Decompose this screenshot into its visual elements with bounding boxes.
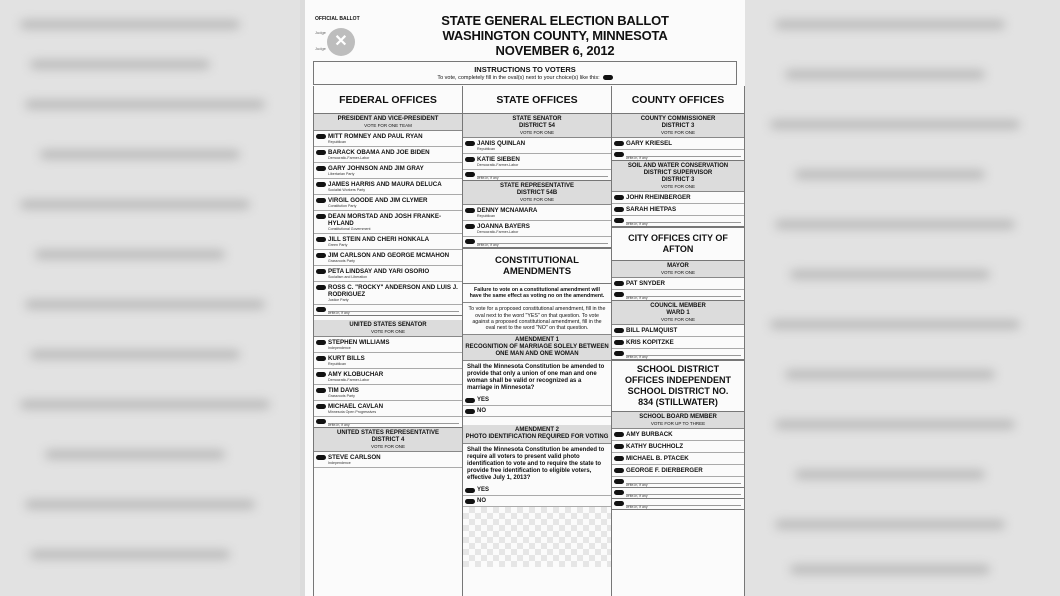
candidate-row[interactable] (612, 441, 744, 453)
candidate-list (612, 325, 744, 349)
judge-initials-label: Judge (315, 46, 326, 51)
candidate-party: Democratic-Farmer-Labor (477, 163, 519, 167)
ballot-title-line: NOVEMBER 6, 2012 (495, 43, 615, 58)
candidate-list (463, 138, 611, 170)
candidate-party: Independence (328, 346, 351, 350)
blurred-background-left (0, 0, 300, 596)
candidate-row[interactable] (314, 234, 462, 250)
candidate-list (314, 131, 462, 305)
candidate-party: Grassroots Party (328, 394, 355, 398)
candidate-party: Grassroots Party (328, 259, 355, 263)
candidate-row[interactable] (314, 266, 462, 282)
candidate-name: SARAH HIETPAS (626, 206, 677, 213)
candidate-name: BARACK OBAMA AND JOE BIDEN (328, 149, 430, 156)
filled-oval-icon[interactable] (316, 388, 326, 393)
filled-oval-icon[interactable] (614, 479, 624, 484)
filled-oval-icon[interactable] (614, 141, 624, 146)
candidate-row[interactable] (463, 154, 611, 170)
candidate-list (612, 278, 744, 290)
candidate-row[interactable] (463, 138, 611, 154)
candidate-party: Socialist Workers Party (328, 188, 366, 192)
candidate-party: Socialism and Liberation (328, 275, 368, 279)
how-to-vote-note: To vote for a proposed constitutional amendment, fill in the oval next to the word "YES" on that question. To vote against a proposed constitutional amendment, fill in the oval next to the word "NO" on that question. (463, 303, 611, 335)
candidate-party: Libertarian Party (328, 172, 355, 176)
filled-oval-icon[interactable] (316, 285, 326, 290)
candidate-name: MICHAEL CAVLAN (328, 403, 384, 410)
column-heading: STATE OFFICES (463, 86, 611, 114)
candidate-row[interactable] (314, 131, 462, 147)
candidate-row[interactable] (314, 195, 462, 211)
office-header: SOIL AND WATER CONSERVATION DISTRICT SUPERVISOR DISTRICT 3 VOTE FOR ONE (612, 161, 744, 192)
office-header: STATE SENATOR DISTRICT 54 VOTE FOR ONE (463, 114, 611, 138)
candidate-name: GEORGE F. DIERBERGER (626, 467, 703, 474)
filled-oval-icon[interactable] (465, 499, 475, 504)
write-in-row[interactable]: write-in, if any (612, 349, 744, 360)
filled-oval-icon[interactable] (316, 372, 326, 377)
filled-oval-icon[interactable] (614, 292, 624, 297)
candidate-row[interactable] (314, 353, 462, 369)
no-option[interactable]: NO (463, 406, 611, 417)
filled-oval-icon[interactable] (614, 490, 624, 495)
candidate-name: STEPHEN WILLIAMS (328, 339, 390, 346)
school-offices-heading: SCHOOL DISTRICT OFFICES INDEPENDENT SCHOOL DISTRICT NO. 834 (STILLWATER) (612, 360, 744, 412)
instructions-text: To vote, completely fill in the oval(s) next to your choice(s) like this: (314, 75, 736, 81)
candidate-row[interactable] (314, 163, 462, 179)
candidate-row[interactable] (612, 453, 744, 465)
filled-oval-icon[interactable] (614, 328, 624, 333)
candidate-row[interactable] (612, 465, 744, 477)
filled-oval-icon[interactable] (465, 239, 475, 244)
candidate-list (612, 138, 744, 150)
candidate-row[interactable] (314, 147, 462, 163)
column-heading: COUNTY OFFICES (612, 86, 744, 114)
candidate-row[interactable] (612, 278, 744, 290)
blank-area (463, 507, 611, 567)
write-in-row[interactable]: write-in, if any (463, 237, 611, 248)
candidate-party: Constitution Party (328, 204, 357, 208)
candidate-name: AMY BURBACK (626, 431, 673, 438)
filled-oval-icon[interactable] (614, 468, 624, 473)
judge-initials-label: Judge (315, 30, 326, 35)
candidate-list (314, 452, 462, 468)
filled-oval-icon[interactable] (614, 501, 624, 506)
filled-oval-icon[interactable] (465, 208, 475, 213)
office-header: MAYOR VOTE FOR ONE (612, 261, 744, 278)
candidate-name: PETA LINDSAY AND YARI OSORIO (328, 268, 430, 275)
candidate-party: Minnesota Open Progressives (328, 410, 377, 414)
candidate-name: STEVE CARLSON (328, 454, 381, 461)
ballot-title (371, 13, 739, 58)
write-in-row[interactable]: write-in, if any (612, 499, 744, 510)
office-header: SCHOOL BOARD MEMBER VOTE FOR UP TO THREE (612, 412, 744, 429)
filled-oval-icon[interactable] (316, 214, 326, 219)
candidate-name: GARY KRIESEL (626, 140, 673, 147)
candidate-list (463, 205, 611, 237)
filled-oval-icon[interactable] (316, 269, 326, 274)
write-in-row[interactable]: write-in, if any (612, 488, 744, 499)
filled-oval-icon[interactable] (316, 166, 326, 171)
filled-oval-icon[interactable] (316, 340, 326, 345)
filled-oval-icon[interactable] (614, 351, 624, 356)
candidate-row[interactable] (612, 429, 744, 441)
candidate-list (612, 429, 744, 477)
filled-oval-icon (603, 75, 613, 80)
candidate-name: JOHN RHEINBERGER (626, 194, 691, 201)
office-header: COUNTY COMMISSIONER DISTRICT 3 VOTE FOR ONE (612, 114, 744, 138)
candidate-name: JAMES HARRIS AND MAURA DELUCA (328, 181, 442, 188)
candidate-name: JILL STEIN AND CHERI HONKALA (328, 236, 430, 243)
candidate-name: JANIS QUINLAN (477, 140, 526, 147)
candidate-party: Democratic-Farmer-Labor (328, 156, 370, 160)
write-in-row[interactable]: write-in, if any (612, 216, 744, 227)
candidate-party: Independence (328, 461, 351, 465)
candidate-name: KATHY BUCHHOLZ (626, 443, 684, 450)
candidate-party: Republican (477, 147, 495, 151)
write-in-row[interactable]: write-in, if any (314, 305, 462, 316)
office-header: UNITED STATES REPRESENTATIVE DISTRICT 4 VOTE FOR ONE (314, 428, 462, 452)
candidate-name: BILL PALMQUIST (626, 327, 678, 334)
filled-oval-icon[interactable] (465, 398, 475, 403)
county-offices-column (611, 86, 745, 596)
filled-oval-icon[interactable] (316, 182, 326, 187)
filled-oval-icon[interactable] (614, 340, 624, 345)
candidate-name: DEAN MORSTAD AND JOSH FRANKE-HYLAND (328, 213, 442, 227)
amendments-heading: CONSTITUTIONAL AMENDMENTS (463, 248, 611, 284)
filled-oval-icon[interactable] (316, 150, 326, 155)
ballot-header (311, 6, 739, 60)
candidate-list (612, 192, 744, 216)
candidate-name: VIRGIL GOODE AND JIM CLYMER (328, 197, 428, 204)
amendment-question: Shall the Minnesota Constitution be amended to provide that only a union of one man and one woman shall be valid or recognized as a marriage in Minnesota? (467, 364, 605, 392)
candidate-name: KATIE SIEBEN (477, 156, 520, 163)
candidate-row[interactable] (612, 337, 744, 349)
failure-note: Failure to vote on a constitutional amendment will have the same effect as voting no on the amendment. (463, 284, 611, 303)
yes-option[interactable]: YES (463, 485, 611, 496)
city-offices-heading: CITY OFFICES CITY OF AFTON (612, 227, 744, 261)
filled-oval-icon[interactable] (465, 224, 475, 229)
filled-oval-icon[interactable] (614, 281, 624, 286)
state-offices-column (462, 86, 611, 596)
filled-oval-icon[interactable] (465, 488, 475, 493)
office-header: COUNCIL MEMBER WARD 1 VOTE FOR ONE (612, 301, 744, 325)
candidate-name: TIM DAVIS (328, 387, 359, 394)
filled-oval-icon[interactable] (316, 356, 326, 361)
candidate-party: Democratic-Farmer-Labor (328, 378, 370, 382)
write-in-row[interactable]: write-in, if any (612, 477, 744, 488)
filled-oval-icon[interactable] (614, 456, 624, 461)
yes-option[interactable]: YES (463, 395, 611, 406)
candidate-party: Republican (477, 214, 495, 218)
cancel-stamp-icon: ✕ (327, 28, 355, 56)
filled-oval-icon[interactable] (316, 307, 326, 312)
instructions-heading: INSTRUCTIONS TO VOTERS (474, 65, 576, 74)
filled-oval-icon[interactable] (614, 152, 624, 157)
amendment-question: Shall the Minnesota Constitution be amended to require all voters to present valid photo identification to vote and to require the state to provide free identification to eligible voters, effective July 1, 2013? (467, 447, 605, 482)
ballot-sheet (305, 0, 745, 596)
candidate-row[interactable] (612, 325, 744, 337)
filled-oval-icon[interactable] (316, 237, 326, 242)
ballot-title-line: WASHINGTON COUNTY, MINNESOTA (442, 28, 668, 43)
candidate-name: KURT BILLS (328, 355, 365, 362)
candidate-name: PAT SNYDER (626, 280, 665, 287)
filled-oval-icon[interactable] (316, 253, 326, 258)
write-in-row[interactable]: write-in, if any (612, 150, 744, 161)
candidate-name: MICHAEL B. PTACEK (626, 455, 689, 462)
candidate-name: AMY KLOBUCHAR (328, 371, 384, 378)
filled-oval-icon[interactable] (316, 134, 326, 139)
filled-oval-icon[interactable] (614, 432, 624, 437)
write-in-row[interactable]: write-in, if any (314, 417, 462, 428)
write-in-row[interactable]: write-in, if any (612, 290, 744, 301)
candidate-name: MITT ROMNEY AND PAUL RYAN (328, 133, 423, 140)
candidate-row[interactable] (463, 205, 611, 221)
candidate-row[interactable] (463, 221, 611, 237)
candidate-name: KRIS KOPITZKE (626, 339, 674, 346)
official-ballot-label: OFFICIAL BALLOT (315, 16, 360, 22)
filled-oval-icon[interactable] (614, 444, 624, 449)
no-option[interactable]: NO (463, 496, 611, 507)
office-header: STATE REPRESENTATIVE DISTRICT 54B VOTE FOR ONE (463, 181, 611, 205)
candidate-party: Republican (328, 140, 346, 144)
candidate-party: Democratic-Farmer-Labor (477, 230, 519, 234)
federal-offices-column (313, 86, 462, 596)
filled-oval-icon[interactable] (465, 141, 475, 146)
candidate-row[interactable] (314, 401, 462, 417)
amendment-header: AMENDMENT 2 PHOTO IDENTIFICATION REQUIRED FOR VOTING (463, 425, 611, 444)
filled-oval-icon[interactable] (465, 172, 475, 177)
filled-oval-icon[interactable] (316, 198, 326, 203)
candidate-name: GARY JOHNSON AND JIM GRAY (328, 165, 424, 172)
filled-oval-icon[interactable] (465, 409, 475, 414)
filled-oval-icon[interactable] (316, 455, 326, 460)
candidate-row[interactable] (314, 179, 462, 195)
candidate-name: ROSS C. "ROCKY" ANDERSON AND LUIS J. RODRIGUEZ (328, 284, 458, 298)
office-header: UNITED STATES SENATOR VOTE FOR ONE (314, 320, 462, 337)
candidate-row[interactable] (314, 385, 462, 401)
filled-oval-icon[interactable] (614, 218, 624, 223)
instructions-box (313, 61, 737, 85)
blurred-background-right (745, 0, 1060, 596)
candidate-name: DENNY MCNAMARA (477, 207, 538, 214)
candidate-party: Green Party (328, 243, 348, 247)
column-heading: FEDERAL OFFICES (314, 86, 462, 114)
candidate-party: Justice Party (328, 298, 349, 302)
candidate-party: Constitutional Government (328, 227, 371, 231)
candidate-party: Republican (328, 362, 346, 366)
candidate-row[interactable] (612, 192, 744, 204)
candidate-name: JIM CARLSON AND GEORGE MCMAHON (328, 252, 450, 259)
filled-oval-icon[interactable] (614, 207, 624, 212)
candidate-row[interactable] (314, 282, 462, 305)
candidate-row[interactable] (314, 369, 462, 385)
filled-oval-icon[interactable] (316, 404, 326, 409)
write-in-row[interactable]: write-in, if any (463, 170, 611, 181)
candidate-row[interactable] (314, 337, 462, 353)
ballot-title-line: STATE GENERAL ELECTION BALLOT (441, 13, 669, 28)
office-header: PRESIDENT AND VICE-PRESIDENT VOTE FOR ONE TEAM (314, 114, 462, 131)
candidate-row[interactable] (612, 204, 744, 216)
candidate-row[interactable] (612, 138, 744, 150)
filled-oval-icon[interactable] (316, 419, 326, 424)
candidate-row[interactable] (314, 452, 462, 468)
candidate-row[interactable] (314, 250, 462, 266)
candidate-row[interactable] (314, 211, 462, 234)
amendment-header: AMENDMENT 1 RECOGNITION OF MARRIAGE SOLELY BETWEEN ONE MAN AND ONE WOMAN (463, 335, 611, 361)
filled-oval-icon[interactable] (465, 157, 475, 162)
filled-oval-icon[interactable] (614, 195, 624, 200)
candidate-list (314, 337, 462, 417)
candidate-name: JOANNA BAYERS (477, 223, 530, 230)
